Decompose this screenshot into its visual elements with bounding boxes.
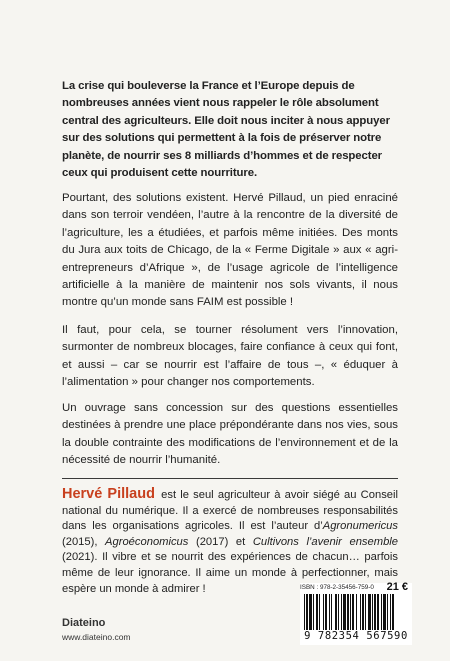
body-paragraph-innovation: Il faut, pour cela, se tourner résolument vers l’innovation, surmonter de nombreux blocages, faire confiance à ceux qui font, et aussi – car se nourrir est l’affaire de tous –, « éduquer à l’alimentation » pour changer nos comportements.: [62, 324, 398, 389]
bio-text-4: (2021). Il vibre et se nourrit des expériences de chacun… parfois même de leur ignorance. Il aime un monde à perfectionner, mais espère un monde à admirer !: [62, 551, 398, 595]
bio-text-1: est le seul agriculteur à avoir siégé au Conseil national du numérique. Il a exercé de nombreuses responsabilités dans les organisations agricoles. Il est l’auteur d’: [62, 489, 398, 533]
body-paragraph-solutions: Pourtant, des solutions existent. Hervé Pillaud, un pied enraciné dans son terroir vendéen, l’autre à la rencontre de la diversité de l’agriculture, les a étudiées, et parfois même initiées. Des monts du Jura aux toits de Chicago, de la « Ferme Digitale » aux « agri-entrepreneurs d’Afrique », de l’usage agricole de l’intelligence artificielle à la manière de maintenir nos sols vivants, il nous montre qu’un monde sans FAIM est possible !: [62, 192, 398, 309]
barcode-digits: 9 782354 567590: [304, 630, 408, 642]
divider-line: [62, 478, 398, 479]
price-label: 21 €: [386, 581, 408, 593]
book-title-cultivons: Cultivons l’avenir ensemble: [252, 535, 398, 548]
author-bio: [62, 487, 398, 597]
body-paragraph-summary: Un ouvrage sans concession sur des questions essentielles destinées à prendre une place prépondérante dans nos vies, sous la double contrainte des modifications de l’environnement et de la nécessité de nourrir l’humanité.: [62, 402, 398, 467]
publisher-name: Diateino: [62, 617, 106, 629]
book-title-agronumericus: Agronumericus: [322, 520, 398, 533]
bio-text-2: (2015),: [62, 535, 106, 548]
bio-text-3: (2017) et: [188, 535, 253, 548]
barcode-block: [300, 583, 412, 645]
isbn-label: ISBN : 978-2-35456-759-0: [300, 584, 374, 591]
author-name: Hervé Pillaud: [62, 486, 155, 502]
intro-paragraph: La crise qui bouleverse la France et l’Europe depuis de nombreuses années vient nous rappeler le rôle absolument central des agriculteurs. Elle doit nous inciter à nous appuyer sur des solutions qui permettent à la fois de préserver notre planète, de nourrir ses 8 milliards d’hommes et de respecter ceux qui produisent cette nourriture.: [62, 80, 390, 180]
book-title-agroeconomicus: Agroéconomicus: [105, 535, 189, 548]
publisher-website: www.diateino.com: [62, 632, 131, 642]
barcode-image: [302, 594, 410, 630]
